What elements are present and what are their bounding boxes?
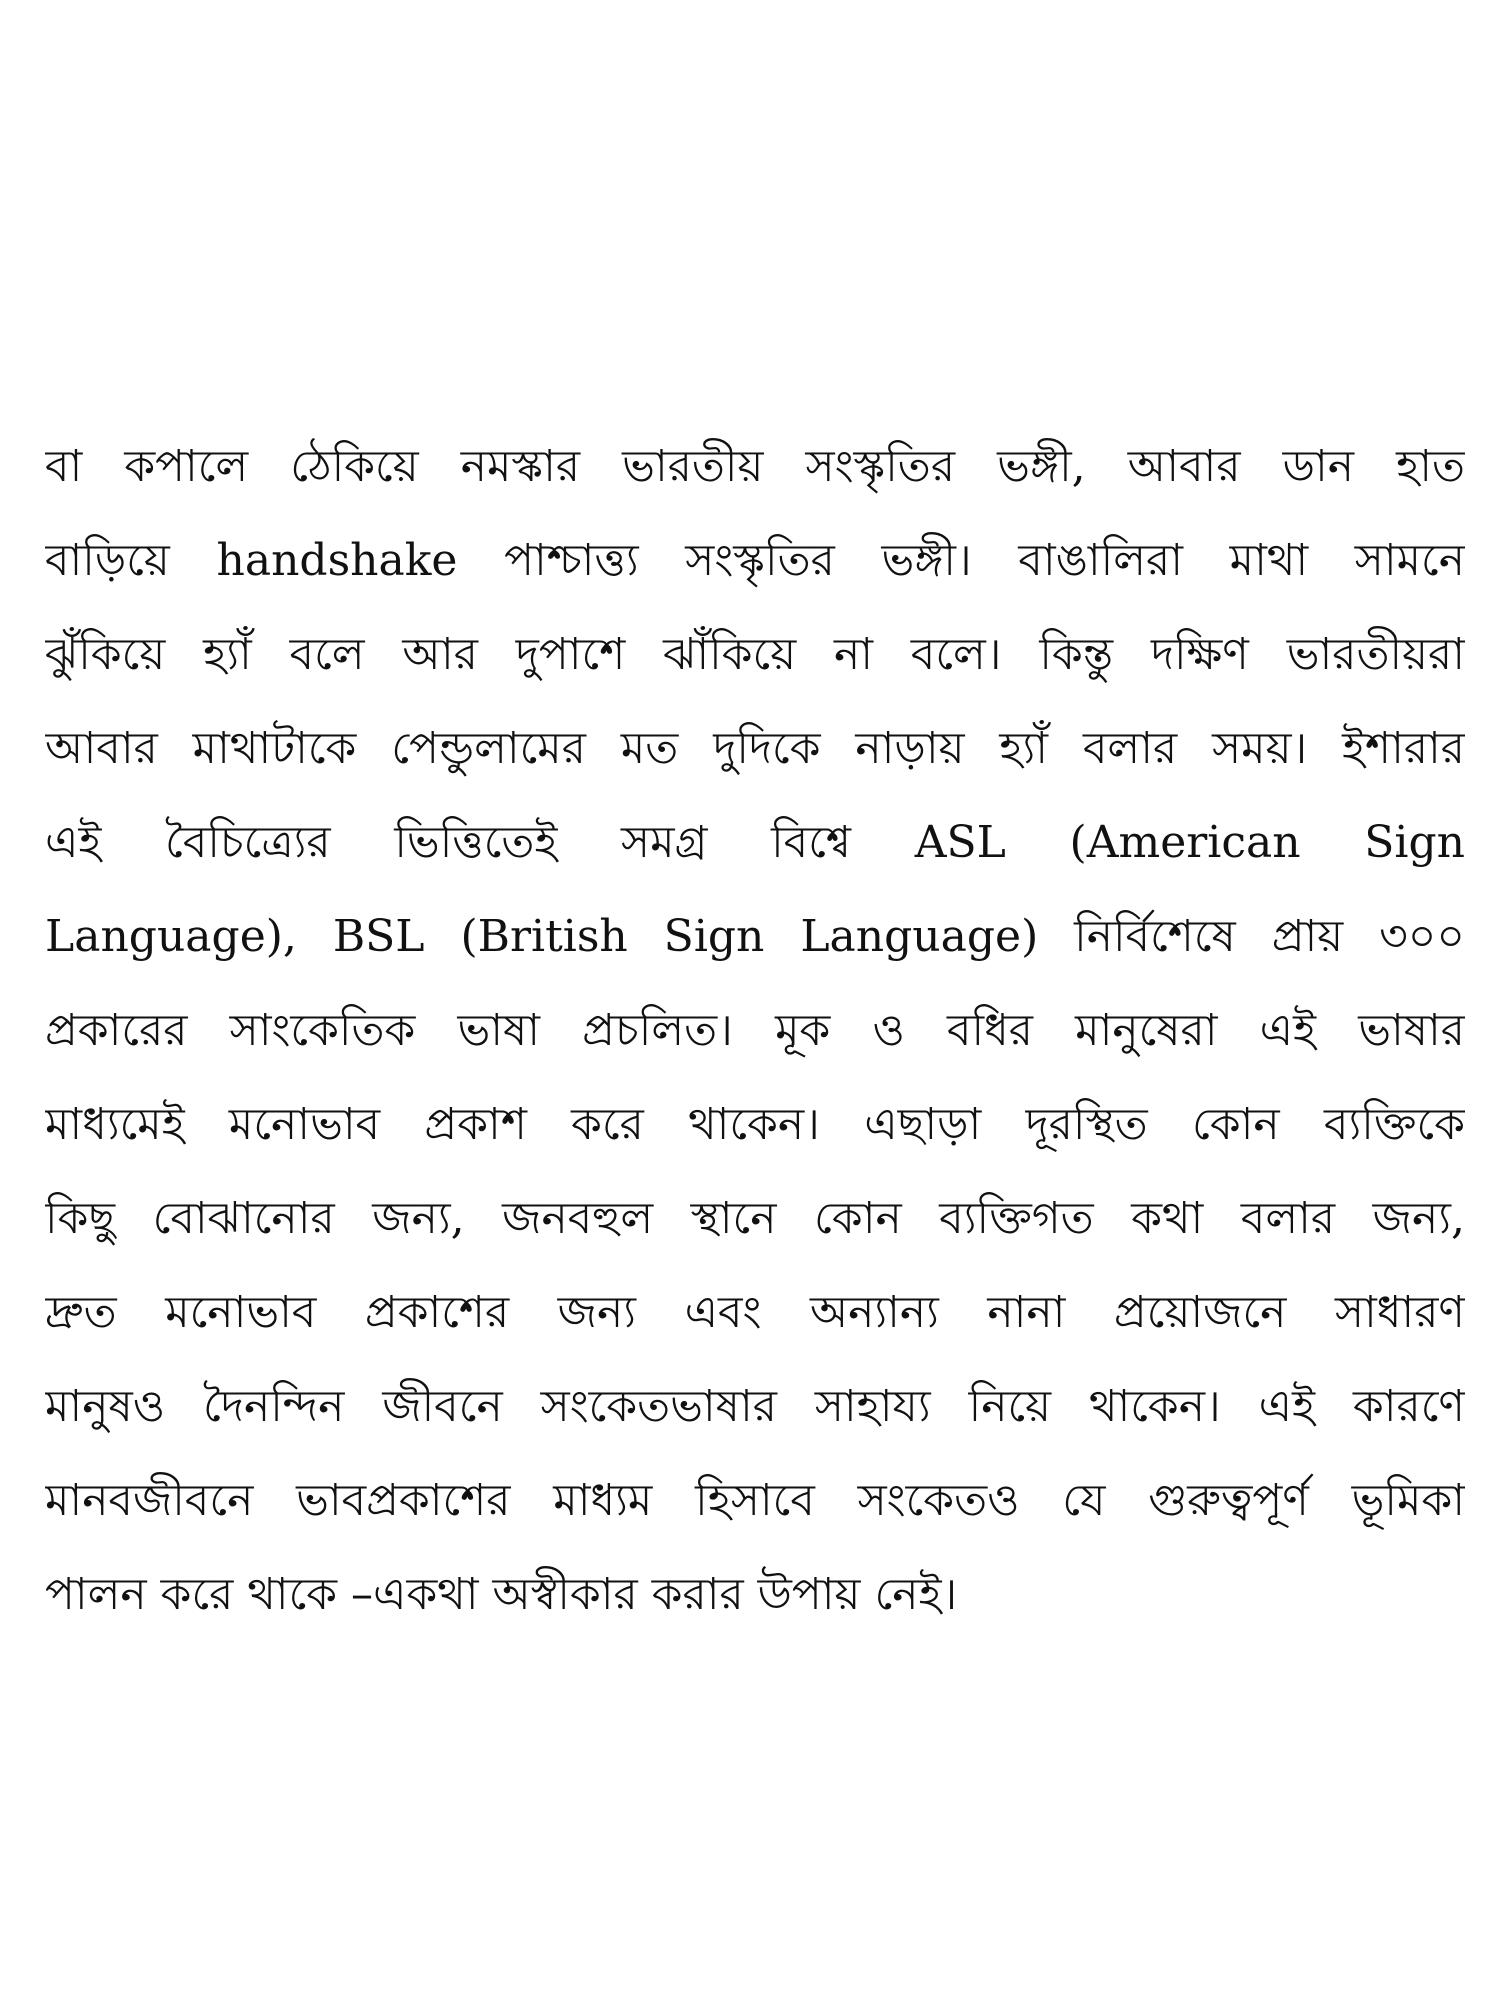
body-paragraph (45, 420, 1465, 1642)
paragraph-line-12: মানবজীবনে ভাবপ্রকাশের মাধ্যম হিসাবে সংকেতও যে গুরুত্বপূর্ণ ভূমিকা (45, 1475, 1465, 1526)
paragraph-line-6: Language), BSL (British Sign Language) নির্বিশেষে প্রায় ৩০০ (45, 911, 1465, 962)
paragraph-line-5: এই বৈচিত্র্যের ভিত্তিতেই সমগ্র বিশ্বে ASL (American Sign (45, 817, 1465, 868)
paragraph-line-11: মানুষও দৈনন্দিন জীবনে সংকেতভাষার সাহায্য নিয়ে থাকেন। এই কারণে (45, 1381, 1465, 1432)
paragraph-line-10: দ্রুত মনোভাব প্রকাশের জন্য এবং অন্যান্য নানা প্রয়োজনে সাধারণ (45, 1287, 1465, 1338)
paragraph-line-9: কিছু বোঝানোর জন্য, জনবহুল স্থানে কোন ব্যক্তিগত কথা বলার জন্য, (45, 1193, 1465, 1244)
paragraph-line-2: বাড়িয়ে handshake পাশ্চাত্ত্য সংস্কৃতির ভঙ্গী। বাঙালিরা মাথা সামনে (45, 535, 1465, 586)
paragraph-line-7: প্রকারের সাংকেতিক ভাষা প্রচলিত। মূক ও বধির মানুষেরা এই ভাষার (45, 1005, 1465, 1056)
paragraph-line-13: পালন করে থাকে –একথা অস্বীকার করার উপায় নেই। (45, 1569, 958, 1620)
paragraph-line-8: মাধ্যমেই মনোভাব প্রকাশ করে থাকেন। এছাড়া দূরস্থিত কোন ব্যক্তিকে (45, 1099, 1465, 1150)
paragraph-line-4: আবার মাথাটাকে পেন্ডুলামের মত দুদিকে নাড়ায় হ্যাঁ বলার সময়। ইশারার (45, 723, 1465, 774)
paragraph-line-1: বা কপালে ঠেকিয়ে নমস্কার ভারতীয় সংস্কৃতির ভঙ্গী, আবার ডান হাত (45, 441, 1465, 492)
paragraph-line-3: ঝুঁকিয়ে হ্যাঁ বলে আর দুপাশে ঝাঁকিয়ে না বলে। কিন্তু দক্ষিণ ভারতীয়রা (45, 629, 1465, 680)
